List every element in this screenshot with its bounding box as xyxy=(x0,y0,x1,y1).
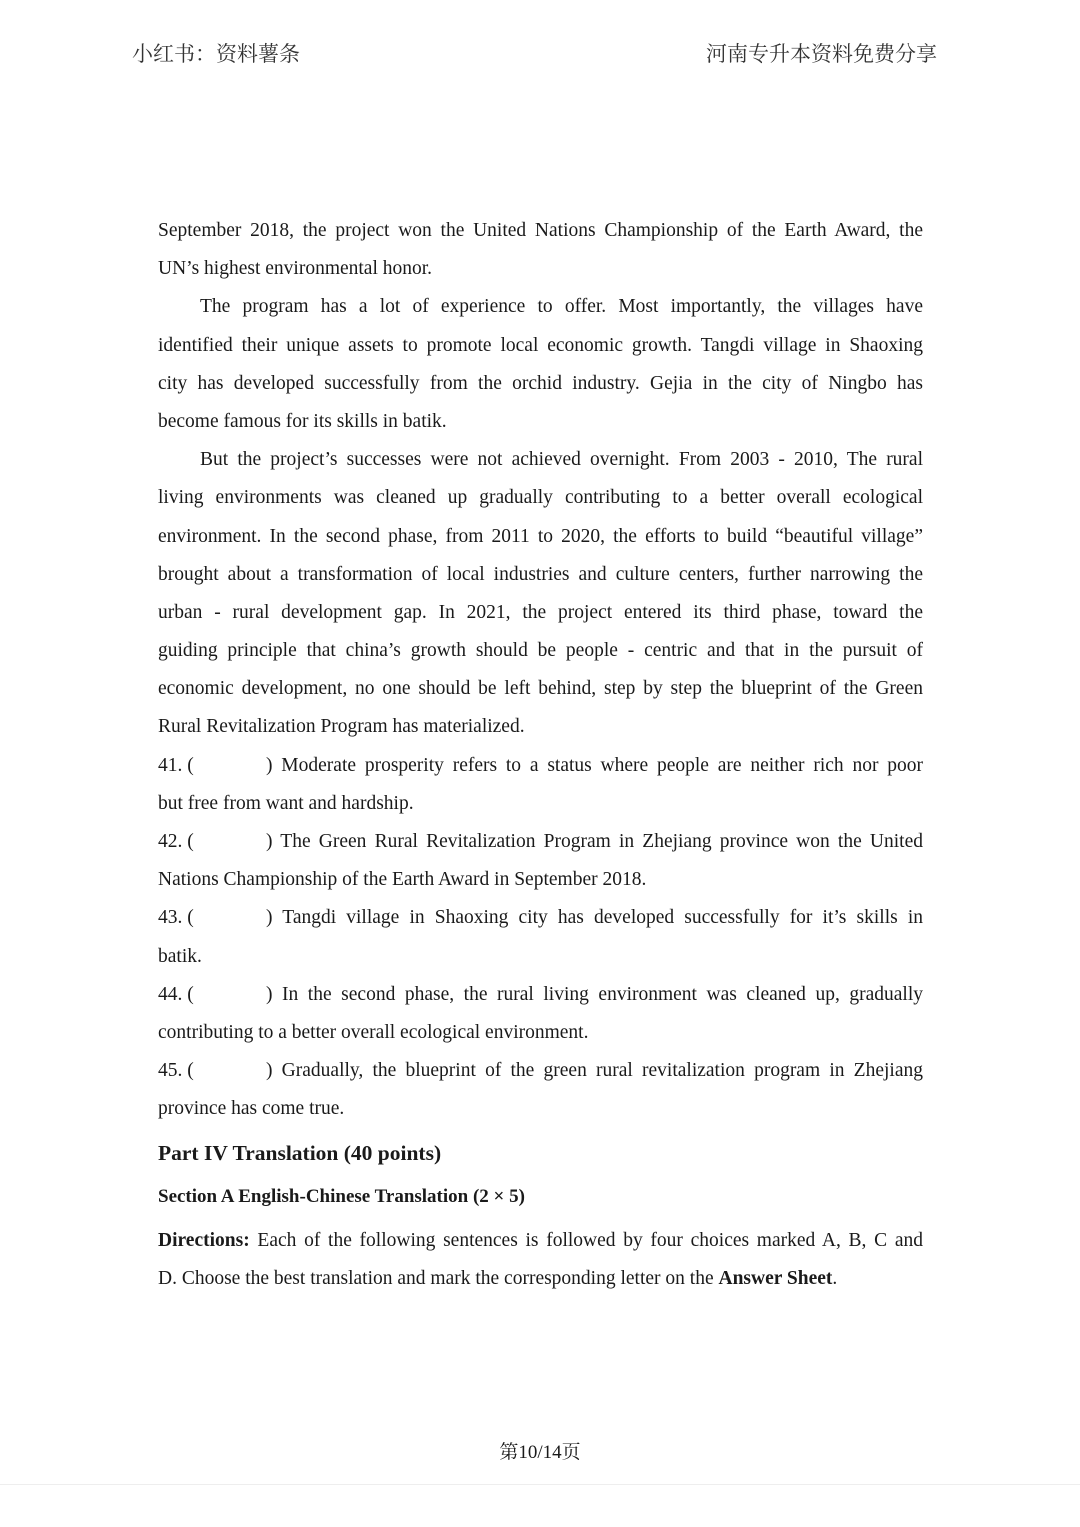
question-text-continued: province has come true. xyxy=(158,1098,345,1120)
question-text-continued: Nations Championship of the Earth Award in September 2018. xyxy=(158,869,647,891)
directions-text-1: Each of the following sentences is followed by four choices marked A, B, C and xyxy=(249,1230,923,1251)
paragraph-line: economic development, no one should be left behind, step by step the blueprint of the Green xyxy=(158,678,923,700)
question-text-continued: batik. xyxy=(158,945,202,967)
header-left: 小红书：资料薯条 xyxy=(132,42,300,66)
question-item xyxy=(158,976,923,1014)
paragraph-line: identified their unique assets to promote local economic growth. Tangdi village in Shaoxing xyxy=(158,334,923,356)
question-number: 43. ( xyxy=(158,907,194,929)
answer-sheet-label: Answer Sheet xyxy=(718,1268,833,1290)
page-divider xyxy=(0,1484,1080,1485)
paragraph-line: brought about a transformation of local industries and culture centers, further narrowing the xyxy=(158,563,923,585)
paragraph-line: But the project’s successes were not achieved overnight. From 2003 - 2010, The rural xyxy=(200,449,923,471)
paragraph-line: UN’s highest environmental honor. xyxy=(158,258,433,280)
question-item xyxy=(158,1052,923,1090)
directions-line-1 xyxy=(158,1222,923,1260)
directions-line-2 xyxy=(158,1260,923,1298)
question-item xyxy=(158,899,923,937)
question-text: ) Gradually, the blueprint of the green rural revitalization program in Zhejiang xyxy=(266,1060,923,1082)
question-text-continued: but free from want and hardship. xyxy=(158,792,414,814)
directions-text-2-end: . xyxy=(832,1268,838,1290)
directions-text-2: D. Choose the best translation and mark the corresponding letter on the xyxy=(158,1268,719,1290)
paragraph-line: Rural Revitalization Program has materialized. xyxy=(158,716,525,738)
question-text: ) In the second phase, the rural living environment was cleaned up, gradually xyxy=(266,983,923,1005)
part-title: Part IV Translation (40 points) xyxy=(158,1141,442,1165)
paragraph-line: living environments was cleaned up gradually contributing to a better overall ecological xyxy=(158,487,923,509)
paragraph-line: guiding principle that china’s growth should be people - centric and that in the pursuit of xyxy=(158,640,923,662)
question-item xyxy=(158,747,923,785)
paragraph-line: environment. In the second phase, from 2011 to 2020, the efforts to build “beautiful village” xyxy=(158,525,923,547)
question-number: 42. ( xyxy=(158,831,194,852)
question-number: 44. ( xyxy=(158,983,194,1005)
paragraph-line: become famous for its skills in batik. xyxy=(158,410,447,432)
question-text-continued: contributing to a better overall ecological environment. xyxy=(158,1021,589,1043)
directions-label: Directions: xyxy=(158,1230,250,1251)
section-title: Section A English-Chinese Translation (2 × 5) xyxy=(158,1186,525,1207)
document-body xyxy=(158,212,923,1129)
paragraph-line: urban - rural development gap. In 2021, the project entered its third phase, toward the xyxy=(158,601,923,623)
question-text: ) The Green Rural Revitalization Program in Zhejiang province won the United xyxy=(266,831,923,852)
header-right: 河南专升本资料免费分享 xyxy=(706,42,937,66)
paragraph-line: The program has a lot of experience to offer. Most importantly, the villages have xyxy=(200,296,923,318)
paragraph-line: September 2018, the project won the United Nations Championship of the Earth Award, the xyxy=(158,220,923,241)
question-text: ) Moderate prosperity refers to a status where people are neither rich nor poor xyxy=(266,754,923,776)
paragraph-line: city has developed successfully from the orchid industry. Gejia in the city of Ningbo has xyxy=(158,372,923,394)
directions xyxy=(158,1222,923,1298)
question-item xyxy=(158,823,923,861)
question-text: ) Tangdi village in Shaoxing city has developed successfully for it’s skills in xyxy=(266,907,923,929)
question-number: 45. ( xyxy=(158,1060,194,1082)
question-number: 41. ( xyxy=(158,754,194,776)
page-number: 第10/14页 xyxy=(499,1442,581,1463)
